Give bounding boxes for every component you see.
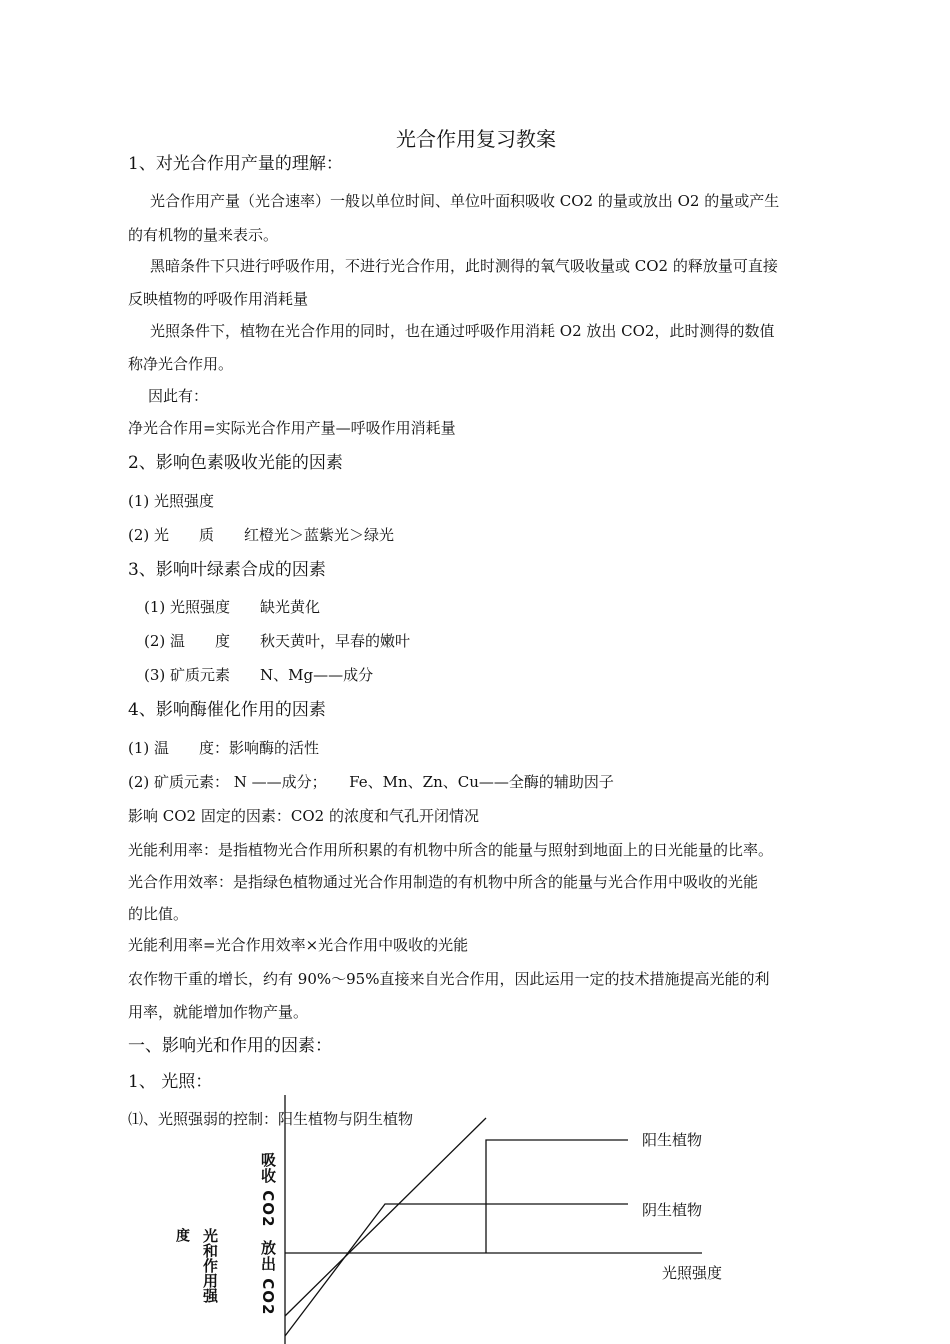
paragraph-4: 因此有： xyxy=(148,387,209,405)
section-2-heading: 2、影响色素吸收光能的因素 xyxy=(128,453,343,473)
paragraph-2-line-2: 反映植物的呼吸作用消耗量 xyxy=(128,290,309,308)
paragraph-8-line-2: 的比值。 xyxy=(128,905,189,923)
paragraph-3-line-2: 称净光合作用。 xyxy=(128,355,234,373)
section-2-item-2: (2) 光 质 红橙光＞蓝紫光＞绿光 xyxy=(128,526,395,544)
paragraph-8-line-1: 光合作用效率：是指绿色植物通过光合作用制造的有机物中所含的能量与光合作用中吸收的光能 xyxy=(128,873,759,891)
paragraph-9: 光能利用率=光合作用效率×光合作用中吸收的光能 xyxy=(128,936,469,954)
y-lower-label: 放出 CO2 xyxy=(259,1240,277,1316)
paragraph-6: 影响 CO2 固定的因素：CO2 的浓度和气孔开闭情况 xyxy=(128,807,479,825)
paragraph-1-line-2: 的有机物的量来表示。 xyxy=(128,226,279,244)
section-4-item-2: (2) 矿质元素： N ——成分； Fe、Mn、Zn、Cu——全酶的辅助因子 xyxy=(128,773,614,791)
paragraph-2-line-1: 黑暗条件下只进行呼吸作用，不进行光合作用，此时测得的氧气吸收量或 CO2 的释放量可直接 xyxy=(150,257,778,275)
section-3-item-2: (2) 温 度 秋天黄叶，早春的嫩叶 xyxy=(144,632,411,650)
paragraph-7: 光能利用率：是指植物光合作用所积累的有机物中所含的能量与照射到地面上的日光能量的比率。 xyxy=(128,841,774,859)
y-upper-label: 吸收 CO2 xyxy=(259,1152,277,1228)
section-1-heading: 1、对光合作用产量的理解： xyxy=(128,154,343,174)
section-5-heading: 一、影响光和作用的因素： xyxy=(128,1036,332,1056)
paragraph-5: 净光合作用=实际光合作用产量—呼吸作用消耗量 xyxy=(128,419,456,437)
y-side-label-extra: 度 xyxy=(174,1228,190,1242)
sun-plant-plateau xyxy=(486,1140,628,1253)
paragraph-10-line-2: 用率，就能增加作物产量。 xyxy=(128,1003,309,1021)
section-3-item-1: (1) 光照强度 缺光黄化 xyxy=(144,598,321,616)
x-axis-label: 光照强度 xyxy=(662,1264,723,1282)
section-4-item-1: (1) 温 度：影响酶的活性 xyxy=(128,739,320,757)
shade-plant-curve xyxy=(285,1204,628,1336)
shade-plant-label: 阴生植物 xyxy=(642,1201,703,1219)
section-3-heading: 3、影响叶绿素合成的因素 xyxy=(128,560,326,580)
sun-plant-curve xyxy=(285,1118,486,1316)
paragraph-3-line-1: 光照条件下，植物在光合作用的同时，也在通过呼吸作用消耗 O2 放出 CO2，此时测得的数值 xyxy=(150,322,775,340)
paragraph-10-line-1: 农作物干重的增长，约有 90%～95%直接来自光合作用，因此运用一定的技术措施提高光能的利 xyxy=(128,970,770,988)
page-title: 光合作用复习教案 xyxy=(396,127,556,151)
y-side-label: 光和作用强 xyxy=(201,1228,219,1303)
section-5-subheading: 1、 光照： xyxy=(128,1072,213,1092)
paragraph-1-line-1: 光合作用产量（光合速率）一般以单位时间、单位叶面积吸收 CO2 的量或放出 O2 的量或产生 xyxy=(150,192,780,210)
sun-plant-label: 阳生植物 xyxy=(642,1131,703,1149)
section-4-heading: 4、影响酶催化作用的因素 xyxy=(128,700,326,720)
section-5-subheading-2: ⑴、光照强弱的控制：阳生植物与阴生植物 xyxy=(128,1110,414,1128)
section-2-item-1: (1) 光照强度 xyxy=(128,492,215,510)
section-3-item-3: (3) 矿质元素 N、Mg——成分 xyxy=(144,666,374,684)
